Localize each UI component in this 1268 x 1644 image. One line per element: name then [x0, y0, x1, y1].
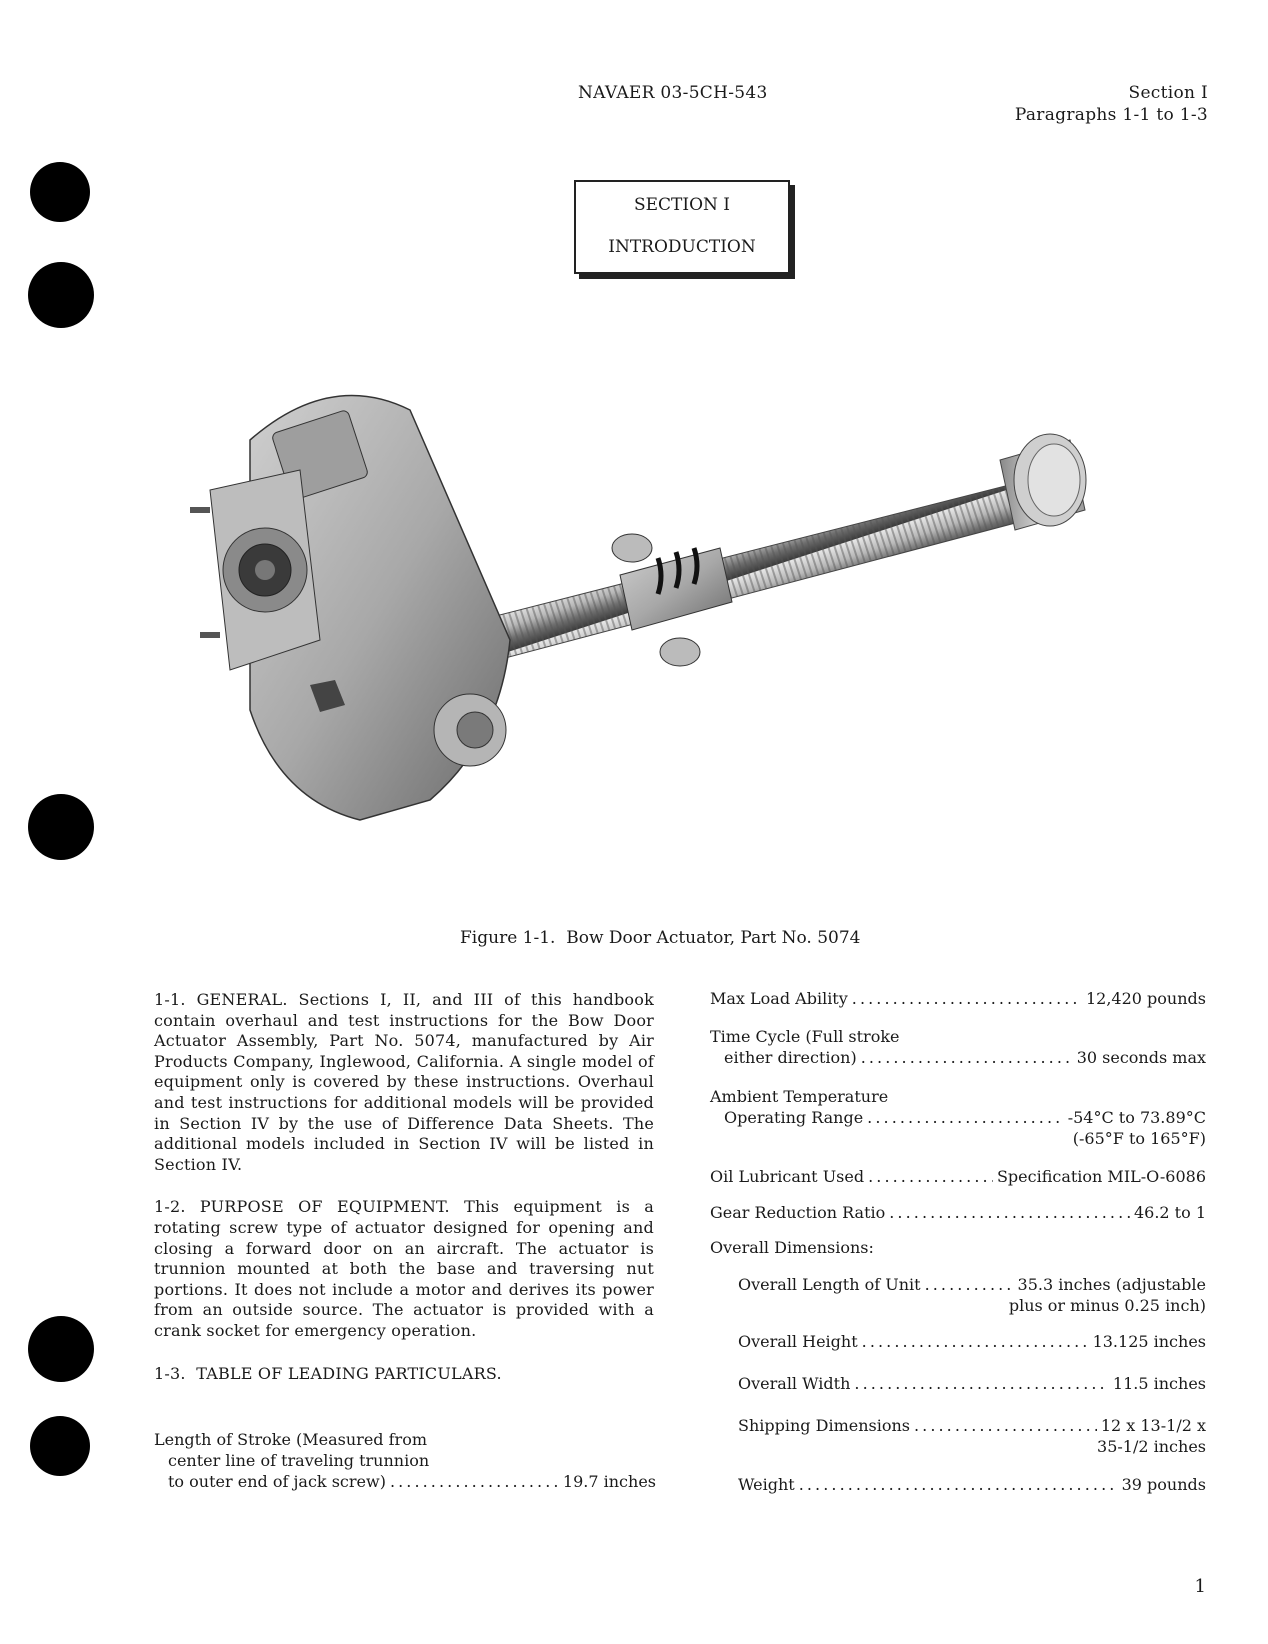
time-cycle-value: 30 seconds max	[1076, 1048, 1206, 1067]
leader-dots	[862, 1331, 1089, 1352]
leader-dots	[390, 1471, 559, 1492]
section-title-box	[574, 180, 790, 274]
ambient-row	[724, 1107, 1206, 1128]
width-value: 11.5 inches	[1112, 1374, 1206, 1393]
paragraph-1-3-heading: 1-3. TABLE OF LEADING PARTICULARS.	[154, 1363, 502, 1383]
binder-hole-2	[28, 262, 94, 328]
section-label: Section I	[1128, 83, 1208, 103]
leader-dots	[854, 1373, 1109, 1394]
weight-row	[738, 1474, 1206, 1495]
figure-caption: Figure 1-1. Bow Door Actuator, Part No. 5074	[460, 928, 861, 948]
paragraphs-label: Paragraphs 1-1 to 1-3	[1014, 105, 1208, 125]
stroke-value: 19.7 inches	[562, 1472, 656, 1491]
binder-hole-4	[28, 1316, 94, 1382]
gear-row	[710, 1202, 1206, 1223]
binder-hole-1	[30, 162, 90, 222]
section-subtitle: INTRODUCTION	[608, 237, 756, 257]
width-row	[738, 1373, 1206, 1394]
leader-dots	[925, 1274, 1014, 1295]
width-label: Overall Width	[738, 1374, 851, 1393]
bow-door-actuator-photo	[180, 380, 1140, 880]
shipping-value-line2: 35-1/2 inches	[1097, 1437, 1206, 1456]
length-label: Overall Length of Unit	[738, 1275, 921, 1294]
max-load-label: Max Load Ability	[710, 989, 848, 1008]
stroke-label-line2: center line of traveling trunnion	[168, 1451, 430, 1470]
gear-label: Gear Reduction Ratio	[710, 1203, 886, 1222]
screw-end-cap	[1000, 434, 1086, 530]
max-load-value: 12,420 pounds	[1085, 989, 1206, 1008]
paragraph-1-1-general: 1-1. GENERAL. Sections I, II, and III of this handbook contain overhaul and test instructions for the Bow Door Actuator Assembly, Part No. 5074, manufactured by Air Products Company, Inglewood, California. A single model of equipment only is covered by these instructions. Overhaul and test instructions for additional models will be provided in Section IV by the use of Difference Data Sheets. The additional models included in Section IV will be listed in Section IV.	[154, 990, 654, 1174]
leader-dots	[914, 1415, 1097, 1436]
height-value: 13.125 inches	[1092, 1332, 1206, 1351]
weight-label: Weight	[738, 1475, 795, 1494]
shipping-label: Shipping Dimensions	[738, 1416, 910, 1435]
traveling-nut	[612, 534, 732, 666]
height-row	[738, 1331, 1206, 1352]
ambient-label-line2: Operating Range	[724, 1108, 864, 1127]
page-number: 1	[1194, 1576, 1206, 1597]
stroke-label-line3: to outer end of jack screw)	[168, 1472, 386, 1491]
ambient-label-line1: Ambient Temperature	[710, 1087, 889, 1106]
gear-value: 46.2 to 1	[1133, 1203, 1206, 1222]
height-label: Overall Height	[738, 1332, 858, 1351]
oil-label: Oil Lubricant Used	[710, 1167, 865, 1186]
weight-value: 39 pounds	[1121, 1475, 1206, 1494]
paragraph-1-2-purpose: 1-2. PURPOSE OF EQUIPMENT. This equipment is a rotating screw type of actuator designed for opening and closing a forward door on an aircraft. The actuator is trunnion mounted at both the base and traversing nut portions. It does not include a motor and derives its power from an outside source. The actuator is provided with a crank socket for emergency operation.	[154, 1197, 654, 1340]
stroke-label-line1: Length of Stroke (Measured from	[154, 1430, 427, 1449]
binder-hole-3	[28, 794, 94, 860]
gearbox-housing	[190, 395, 510, 820]
left-column	[154, 990, 654, 1384]
leader-dots	[799, 1474, 1118, 1495]
length-value-line1: 35.3 inches (adjustable	[1017, 1275, 1206, 1294]
binder-hole-5	[30, 1416, 90, 1476]
leader-dots	[889, 1202, 1130, 1223]
time-cycle-label-line1: Time Cycle (Full stroke	[710, 1027, 900, 1046]
shipping-row	[738, 1415, 1206, 1436]
oil-row	[710, 1166, 1206, 1187]
leader-dots	[861, 1047, 1073, 1068]
overall-dimensions-heading: Overall Dimensions:	[710, 1238, 874, 1257]
length-row	[738, 1274, 1206, 1295]
ambient-value-celsius: -54°C to 73.89°C	[1067, 1108, 1206, 1127]
document-number: NAVAER 03-5CH-543	[578, 83, 768, 103]
time-cycle-row	[724, 1047, 1206, 1068]
leader-dots	[868, 1166, 993, 1187]
length-value-line2: plus or minus 0.25 inch)	[1008, 1296, 1206, 1315]
leader-dots	[852, 988, 1082, 1009]
max-load-row	[710, 988, 1206, 1009]
time-cycle-label-line2: either direction)	[724, 1048, 857, 1067]
section-title: SECTION I	[633, 195, 731, 215]
stroke-row	[168, 1471, 656, 1492]
oil-value: Specification MIL-O-6086	[996, 1167, 1206, 1186]
ambient-value-fahrenheit: (-65°F to 165°F)	[1072, 1129, 1206, 1148]
shipping-value-line1: 12 x 13-1/2 x	[1100, 1416, 1206, 1435]
leader-dots	[867, 1107, 1064, 1128]
